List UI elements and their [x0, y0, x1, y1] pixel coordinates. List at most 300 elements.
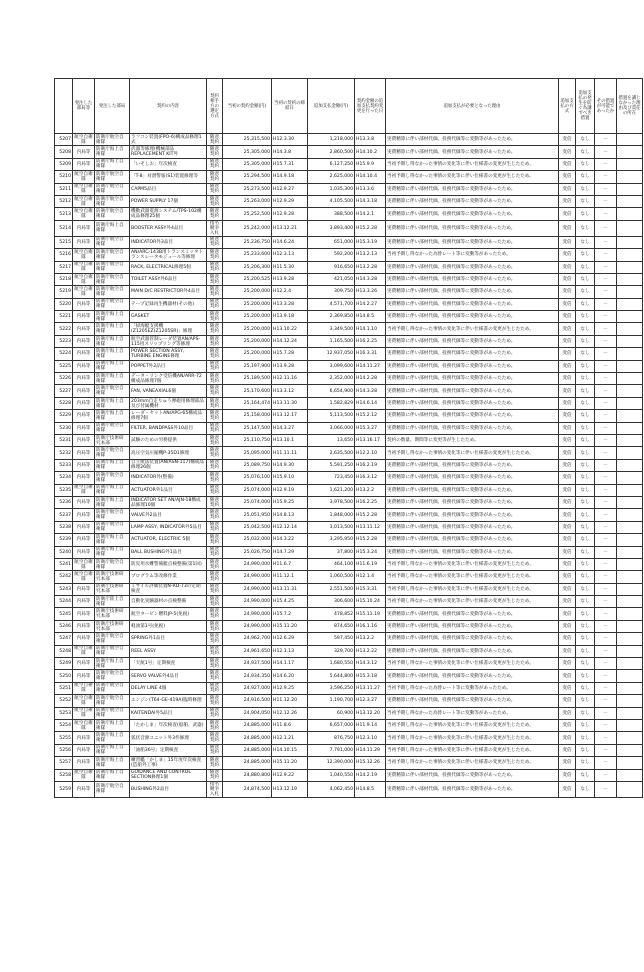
row-date: H13.9.28 — [272, 273, 308, 285]
table-row — [55, 171, 643, 183]
row-date: H11.12.1 — [272, 571, 308, 583]
row-org: 内局等 — [73, 757, 95, 769]
header-row — [55, 79, 643, 134]
row-way: 変倍 — [559, 769, 576, 781]
row-reason: 実費精算に伴い部材代価、役務代価等に変動等があったため。 — [386, 373, 559, 385]
row-measure: なし — [576, 484, 595, 496]
row-subject: MAIN D/C RESTRICTOR外4品目 — [130, 286, 207, 298]
row-change-date: H15.3.31 — [355, 583, 386, 595]
row-additional: 1,035,300 — [308, 183, 355, 195]
row-amount: 25,263,000 — [223, 195, 272, 207]
row-change-date: H14.3.12 — [355, 658, 386, 670]
row-change-date: H15.10.24 — [355, 596, 386, 608]
row-way: 変倍 — [559, 658, 576, 670]
table-row — [55, 732, 643, 744]
row-measure: なし — [576, 134, 595, 146]
row-date: H12.9.28 — [272, 208, 308, 220]
row-org: 内局等 — [73, 583, 95, 595]
row-measure: なし — [576, 695, 595, 707]
row-amount: 25,273,500 — [223, 183, 272, 195]
row-division: 防衛庁航空自衛隊 — [95, 236, 130, 248]
row-number: 5224 — [55, 348, 73, 360]
row-subject: POWER SUPPLY 17個 — [130, 195, 207, 207]
row-subject: エンジン(T64-GE-419A)臨時修理 — [130, 695, 207, 707]
row-reason: 実費精算に伴い部材代価、役務代価等に変動等があったため。 — [386, 220, 559, 236]
row-org: 航空自衛隊 — [74, 249, 93, 260]
row-way: 変倍 — [559, 183, 576, 195]
row-change-date: H14.10.2 — [355, 146, 386, 158]
row-reason: 実費精算に伴い部材代価、役務代価等に変動等があったため。 — [386, 496, 559, 508]
row-additional: 2,369,850 — [308, 311, 355, 323]
row-date: H12.9.22 — [272, 769, 308, 781]
row-subject: 軽油第1号(免税) — [130, 620, 207, 632]
row-division: 防衛庁海上自衛隊 — [95, 744, 130, 756]
row-additional: 1,190,700 — [308, 695, 355, 707]
table-row — [55, 134, 643, 146]
row-number: 5228 — [55, 397, 73, 409]
table-row — [55, 286, 643, 298]
row-additional: 464,100 — [308, 558, 355, 570]
table-row — [55, 558, 643, 570]
row-reason: 実費精算に伴い部材代価、役務代価等に変動等があったため。 — [386, 521, 559, 533]
row-amount: 25,200,000 — [223, 311, 272, 323]
row-change-date: H15.2.28 — [355, 534, 386, 546]
row-division: 防衛庁航空自衛隊 — [95, 670, 130, 682]
row-number: 5212 — [55, 195, 73, 207]
row-responsibility — [617, 596, 643, 608]
row-reason: 当初予期し得なかった事情の変化等に伴い仕様書の変更が生じたため。 — [386, 757, 559, 769]
row-method: 随意契約 — [207, 509, 223, 521]
row-number: 5233 — [55, 459, 73, 471]
row-method: 随意契約 — [207, 608, 223, 620]
row-reason: 当初予期し得なかった事情の変化等に伴い仕様書の変更が生じたため。 — [386, 744, 559, 756]
row-way: 変倍 — [559, 298, 576, 310]
row-number: 5248 — [55, 645, 73, 657]
row-responsibility — [617, 707, 643, 719]
row-additional: 3,099,600 — [308, 360, 355, 372]
row-amount: 25,200,525 — [223, 273, 272, 285]
row-amount: 24,962,700 — [223, 633, 272, 645]
row-division: 防衛庁航空自衛隊 — [95, 472, 130, 484]
row-change-date: H15.11.19 — [355, 608, 386, 620]
row-method: 随意契約 — [207, 410, 223, 422]
row-way: 変倍 — [559, 509, 576, 521]
row-additional: 12,390,000 — [308, 757, 355, 769]
table-row — [55, 534, 643, 546]
row-number: 5241 — [55, 558, 73, 570]
row-org: 航空自衛隊 — [74, 571, 93, 582]
row-method: 随意契約 — [207, 434, 223, 446]
row-reason: 実費精算に伴い部材代価、役務代価等に変動等があったため。 — [386, 472, 559, 484]
row-number: 5215 — [55, 236, 73, 248]
row-division: 防衛庁海上自衛隊 — [95, 732, 130, 744]
row-subject: レーダ・セットAN/APG-65構成品修理7個 — [130, 410, 207, 422]
row-possible: － — [595, 360, 617, 372]
row-method: 指名競争入札 — [207, 781, 223, 797]
row-subject: 「いそしお」年次検査 — [130, 158, 207, 170]
row-change-date: H13.2.22 — [355, 645, 386, 657]
row-change-date: H15.2.28 — [355, 509, 386, 521]
row-method: 随意契約 — [207, 769, 223, 781]
row-method: 随意契約 — [207, 744, 223, 756]
row-date: H14.3.22 — [272, 534, 308, 546]
row-amount: 24,885,000 — [223, 744, 272, 756]
row-additional: 388,500 — [308, 208, 355, 220]
row-way: 変倍 — [559, 220, 576, 236]
row-date: H13.3.28 — [272, 298, 308, 310]
header-no — [55, 79, 73, 134]
row-additional: 309,750 — [308, 286, 355, 298]
row-method: 随意契約 — [207, 682, 223, 694]
row-division: 防衛庁航空自衛隊 — [95, 682, 130, 694]
row-subject: DELAY LINE 4個 — [130, 682, 207, 694]
table-row — [55, 719, 643, 731]
row-measure: なし — [576, 546, 595, 558]
row-reason: 当初予期し得なかった事情の変化等に伴い仕様書の変更が生じたため。 — [386, 158, 559, 170]
row-additional: 5,644,800 — [308, 670, 355, 682]
row-subject: 試験のための労務提供 — [130, 434, 207, 446]
row-additional: 4,062,450 — [308, 781, 355, 797]
row-change-date: H11.6.19 — [355, 558, 386, 570]
row-date: H14.1.17 — [272, 658, 308, 670]
row-amount: 24,916,500 — [223, 695, 272, 707]
row-date: H14.9.18 — [272, 171, 308, 183]
row-reason: 実費精算に伴い部材代価、役務代価等に変動等があったため。 — [386, 546, 559, 558]
row-reason: 実費精算に伴い部材代価、役務代価等に変動等があったため。 — [386, 273, 559, 285]
row-division: 防衛庁海上自衛隊 — [95, 397, 130, 409]
row-number: 5219 — [55, 286, 73, 298]
row-method: 随意契約 — [207, 546, 223, 558]
row-change-date: H14.2.19 — [355, 769, 386, 781]
row-possible: － — [595, 447, 617, 459]
row-subject: ACTUATOR, ELECTRIC 5個 — [130, 534, 207, 546]
table-row — [55, 397, 643, 409]
row-amount: 25,042,500 — [223, 521, 272, 533]
row-subject: AN/ARC-143B用トランスミッタトランスレータモジュール等修理 — [130, 249, 207, 261]
row-measure: なし — [576, 658, 595, 670]
row-additional: 1,621,200 — [308, 484, 355, 496]
row-date: H14.7.29 — [272, 546, 308, 558]
row-method: 随意契約 — [207, 596, 223, 608]
row-possible: － — [595, 732, 617, 744]
row-change-date: H16.2.25 — [355, 335, 386, 347]
row-responsibility — [617, 220, 643, 236]
row-responsibility — [617, 134, 643, 146]
row-subject: 練習艦「かしま」15年度年次検査(造船外工事) — [130, 757, 207, 769]
row-responsibility — [617, 385, 643, 397]
row-reason: 実費精算に伴い部材代価、役務代価等に変動等があったため。 — [386, 695, 559, 707]
row-date: H13.9.28 — [272, 360, 308, 372]
row-amount: 25,095,000 — [223, 447, 272, 459]
row-measure: なし — [576, 434, 595, 446]
row-measure: なし — [576, 608, 595, 620]
row-division: 防衛庁航空自衛隊 — [95, 195, 130, 207]
row-additional: 876,750 — [308, 732, 355, 744]
row-measure: なし — [576, 682, 595, 694]
row-reason: 当初予期し得なかった事情の変化等に伴い仕様書の変更が生じたため。 — [386, 658, 559, 670]
row-amount: 24,885,000 — [223, 732, 272, 744]
row-change-date: H16.2.25 — [355, 496, 386, 508]
row-amount: 25,200,000 — [223, 298, 272, 310]
row-possible: － — [595, 348, 617, 360]
row-org: 航空自衛隊 — [74, 196, 93, 207]
row-way: 変倍 — [559, 195, 576, 207]
row-method: 随意契約 — [207, 261, 223, 273]
row-way: 変倍 — [559, 208, 576, 220]
row-measure: なし — [576, 220, 595, 236]
row-org: 内局等 — [73, 521, 95, 533]
row-amount: 24,874,500 — [223, 781, 272, 797]
row-subject: BUSHING外2品目 — [130, 781, 207, 797]
row-way: 変倍 — [559, 732, 576, 744]
row-measure: なし — [576, 348, 595, 360]
row-change-date: H15.3.18 — [355, 670, 386, 682]
row-method: 随意契約 — [207, 521, 223, 533]
row-additional: 1,680,550 — [308, 658, 355, 670]
row-possible: － — [595, 658, 617, 670]
row-number: 5256 — [55, 744, 73, 756]
row-measure: なし — [576, 360, 595, 372]
row-additional: 2,860,500 — [308, 146, 355, 158]
row-change-date: H12.3.27 — [355, 695, 386, 707]
row-amount: 25,233,600 — [223, 249, 272, 261]
row-responsibility — [617, 298, 643, 310]
row-subject: テープ記録再生機器材(その他) — [130, 298, 207, 310]
row-division: 防衛庁海上自衛隊 — [95, 658, 130, 670]
row-possible: － — [595, 459, 617, 471]
row-responsibility — [617, 146, 643, 158]
row-method: 随意契約 — [207, 183, 223, 195]
row-additional: 1,040,550 — [308, 769, 355, 781]
row-division: 防衛庁海上自衛隊 — [95, 348, 130, 360]
row-org: 航空自衛隊 — [74, 708, 93, 719]
row-method: 随意契約 — [207, 311, 223, 323]
row-responsibility — [617, 571, 643, 583]
row-org: 内局等 — [73, 360, 95, 372]
row-reason: 当初予期し得なかった事情の変化等に伴い仕様書の変更が生じたため。 — [386, 719, 559, 731]
table-row — [55, 220, 643, 236]
table-row — [55, 360, 643, 372]
row-division: 防衛庁航空自衛隊 — [95, 633, 130, 645]
row-responsibility — [617, 633, 643, 645]
row-org: 内局等 — [73, 670, 95, 682]
row-way: 変倍 — [559, 596, 576, 608]
row-way: 変倍 — [559, 311, 576, 323]
row-reason: 当初予期し得なかった事情の変化等に伴い仕様書の変更が生じたため。 — [386, 583, 559, 595]
row-additional: 723,450 — [308, 472, 355, 484]
table-row — [55, 521, 643, 533]
row-date: H13.11.31 — [272, 583, 308, 595]
row-subject: 自立航法装置(AN/ASN-117)構成品修理26個 — [130, 459, 207, 471]
row-date: H12.3.13 — [272, 249, 308, 261]
row-subject: GUIDANCE AND CONTROL SECTION修理1個 — [130, 769, 207, 781]
row-subject: ACTUATOR外1品目 — [130, 484, 207, 496]
header-change-date: 契約金額の追加支払契約変更を行った日 — [355, 79, 386, 134]
row-number: 5223 — [55, 335, 73, 347]
row-method: 随意契約 — [207, 249, 223, 261]
row-org: 航空自衛隊 — [74, 286, 93, 297]
row-measure: なし — [576, 459, 595, 471]
row-amount: 25,200,000 — [223, 323, 272, 335]
row-possible: － — [595, 781, 617, 797]
row-division: 防衛庁海上自衛隊 — [95, 311, 130, 323]
row-date: H14.6.20 — [272, 670, 308, 682]
row-number: 5230 — [55, 422, 73, 434]
row-number: 5250 — [55, 670, 73, 682]
row-reason: 実費精算に伴い部材代価、役務代価等に変動等があったため。 — [386, 146, 559, 158]
row-way: 変倍 — [559, 410, 576, 422]
row-responsibility — [617, 534, 643, 546]
row-change-date: H13.11.12 — [355, 521, 386, 533]
row-subject: TOILET ASSY外6品目 — [130, 273, 207, 285]
row-method: 随意契約 — [207, 422, 223, 434]
row-change-date: H13.12.20 — [355, 707, 386, 719]
row-method: 随意契約 — [207, 298, 223, 310]
table-row — [55, 261, 643, 273]
row-way: 変倍 — [559, 385, 576, 397]
row-method: 随意契約 — [207, 360, 223, 372]
row-number: 5211 — [55, 183, 73, 195]
row-org: 航空自衛隊 — [74, 184, 93, 195]
row-org: 内局等 — [73, 633, 95, 645]
row-responsibility — [617, 658, 643, 670]
row-date: H11.12.20 — [272, 695, 308, 707]
row-subject: GASKET — [130, 311, 207, 323]
row-way: 変倍 — [559, 757, 576, 769]
row-org: 内局等 — [73, 732, 95, 744]
row-date: H11.8.6 — [272, 719, 308, 731]
table-row — [55, 658, 643, 670]
row-division: 防衛庁航空自衛隊 — [95, 249, 130, 261]
row-subject: 「たかしま」年次検査(船舶、武器) — [130, 719, 207, 731]
row-amount: 24,927,000 — [223, 682, 272, 694]
row-date: H15.4.25 — [272, 596, 308, 608]
row-org: 内局等 — [73, 311, 95, 323]
row-responsibility — [617, 645, 643, 657]
row-org: 航空自衛隊 — [74, 559, 93, 570]
row-reason: 実費精算に伴い部材代価、役務代価等に変動等があったため。 — [386, 509, 559, 521]
row-way: 変倍 — [559, 645, 576, 657]
row-reason: 実費精算に伴い部材代価、役務代価等に変動等があったため。 — [386, 195, 559, 207]
row-way: 変倍 — [559, 633, 576, 645]
row-change-date: H12.2.10 — [355, 447, 386, 459]
table-row — [55, 373, 643, 385]
row-possible: － — [595, 195, 617, 207]
row-measure: なし — [576, 744, 595, 756]
row-amount: 25,074,000 — [223, 484, 272, 496]
row-responsibility — [617, 348, 643, 360]
row-subject: KAITENDAI外5品目 — [130, 707, 207, 719]
row-change-date: H15.3.24 — [355, 546, 386, 558]
row-method: 随意契約 — [207, 348, 223, 360]
row-way: 変倍 — [559, 236, 576, 248]
row-way: 変倍 — [559, 261, 576, 273]
row-change-date: H12.3.10 — [355, 732, 386, 744]
row-number: 5253 — [55, 707, 73, 719]
header-responsibility: 措置を講じなかった理由及び責任の所在 — [617, 79, 643, 134]
row-number: 5218 — [55, 273, 73, 285]
table-row — [55, 273, 643, 285]
row-number: 5217 — [55, 261, 73, 273]
row-change-date: H14.10.4 — [355, 171, 386, 183]
row-possible: － — [595, 183, 617, 195]
row-possible: － — [595, 744, 617, 756]
row-possible: － — [595, 298, 617, 310]
row-method: 随意契約 — [207, 335, 223, 347]
row-org: 内局等 — [73, 447, 95, 459]
row-division: 防衛庁航空自衛隊 — [95, 781, 130, 797]
row-org: 航空自衛隊 — [74, 262, 93, 273]
row-division: 防衛庁航空自衛隊 — [95, 707, 130, 719]
row-org: 内局等 — [73, 534, 95, 546]
row-additional: 1,218,000 — [308, 134, 355, 146]
row-reason: 実費精算に伴い部材代価、役務代価等に変動等があったため。 — [386, 608, 559, 620]
row-number: 5209 — [55, 158, 73, 170]
row-change-date: H13.2.13 — [355, 249, 386, 261]
row-possible: － — [595, 509, 617, 521]
row-responsibility — [617, 171, 643, 183]
row-org: 内局等 — [73, 596, 95, 608]
row-subject: 航空武器管制レーダ装置AN/APS-115用スリップリング等修理 — [130, 335, 207, 347]
row-org: 内局等 — [73, 373, 95, 385]
row-date: H14.10.15 — [272, 744, 308, 756]
row-subject: VALVE外2品目 — [130, 509, 207, 521]
row-way: 変倍 — [559, 472, 576, 484]
row-division: 防衛庁航空自衛隊 — [95, 509, 130, 521]
row-number: 5255 — [55, 732, 73, 744]
row-date: H14.9.30 — [272, 459, 308, 471]
row-reason: 実費精算に伴い部材代価、役務代価等に変動等があったため。 — [386, 459, 559, 471]
header-measure: 追加支払の発生を防ぐ為講ずべき措置 — [576, 79, 595, 134]
row-additional: 4,571,700 — [308, 298, 355, 310]
row-date: H12.9.27 — [272, 183, 308, 195]
row-possible: － — [595, 682, 617, 694]
row-org: 内局等 — [73, 348, 95, 360]
row-way: 変倍 — [559, 583, 576, 595]
table-row — [55, 183, 643, 195]
row-measure: なし — [576, 397, 595, 409]
row-responsibility — [617, 484, 643, 496]
row-subject: 203mm自走りゅう弾砲用修理部品及び付属機材 — [130, 397, 207, 409]
row-measure: なし — [576, 596, 595, 608]
row-way: 変倍 — [559, 459, 576, 471]
row-way: 変倍 — [559, 521, 576, 533]
row-responsibility — [617, 323, 643, 335]
row-org: 内局等 — [73, 146, 95, 158]
table-row — [55, 410, 643, 422]
row-division: 防衛庁海上自衛隊 — [95, 410, 130, 422]
row-org: 内局等 — [73, 496, 95, 508]
row-responsibility — [617, 496, 643, 508]
table-row — [55, 571, 643, 583]
row-amount: 24,990,000 — [223, 583, 272, 595]
row-measure: なし — [576, 146, 595, 158]
row-amount: 24,990,000 — [223, 571, 272, 583]
row-number: 5244 — [55, 596, 73, 608]
row-reason: 実費精算に伴い部材代価、役務代価等に変動等があったため。 — [386, 769, 559, 781]
row-responsibility — [617, 558, 643, 570]
row-subject: 武器等修理(機械部品REPLACEMENT KIT外 — [130, 146, 207, 158]
row-reason: 実費精算に伴い部材代価、役務代価等に変動等があったため。 — [386, 236, 559, 248]
row-measure: なし — [576, 558, 595, 570]
document-page — [54, 78, 642, 798]
row-method: 随意契約 — [207, 397, 223, 409]
row-additional: 3,295,950 — [308, 534, 355, 546]
row-way: 変倍 — [559, 534, 576, 546]
table-row — [55, 348, 643, 360]
row-possible: － — [595, 134, 617, 146]
row-amount: 25,189,500 — [223, 373, 272, 385]
